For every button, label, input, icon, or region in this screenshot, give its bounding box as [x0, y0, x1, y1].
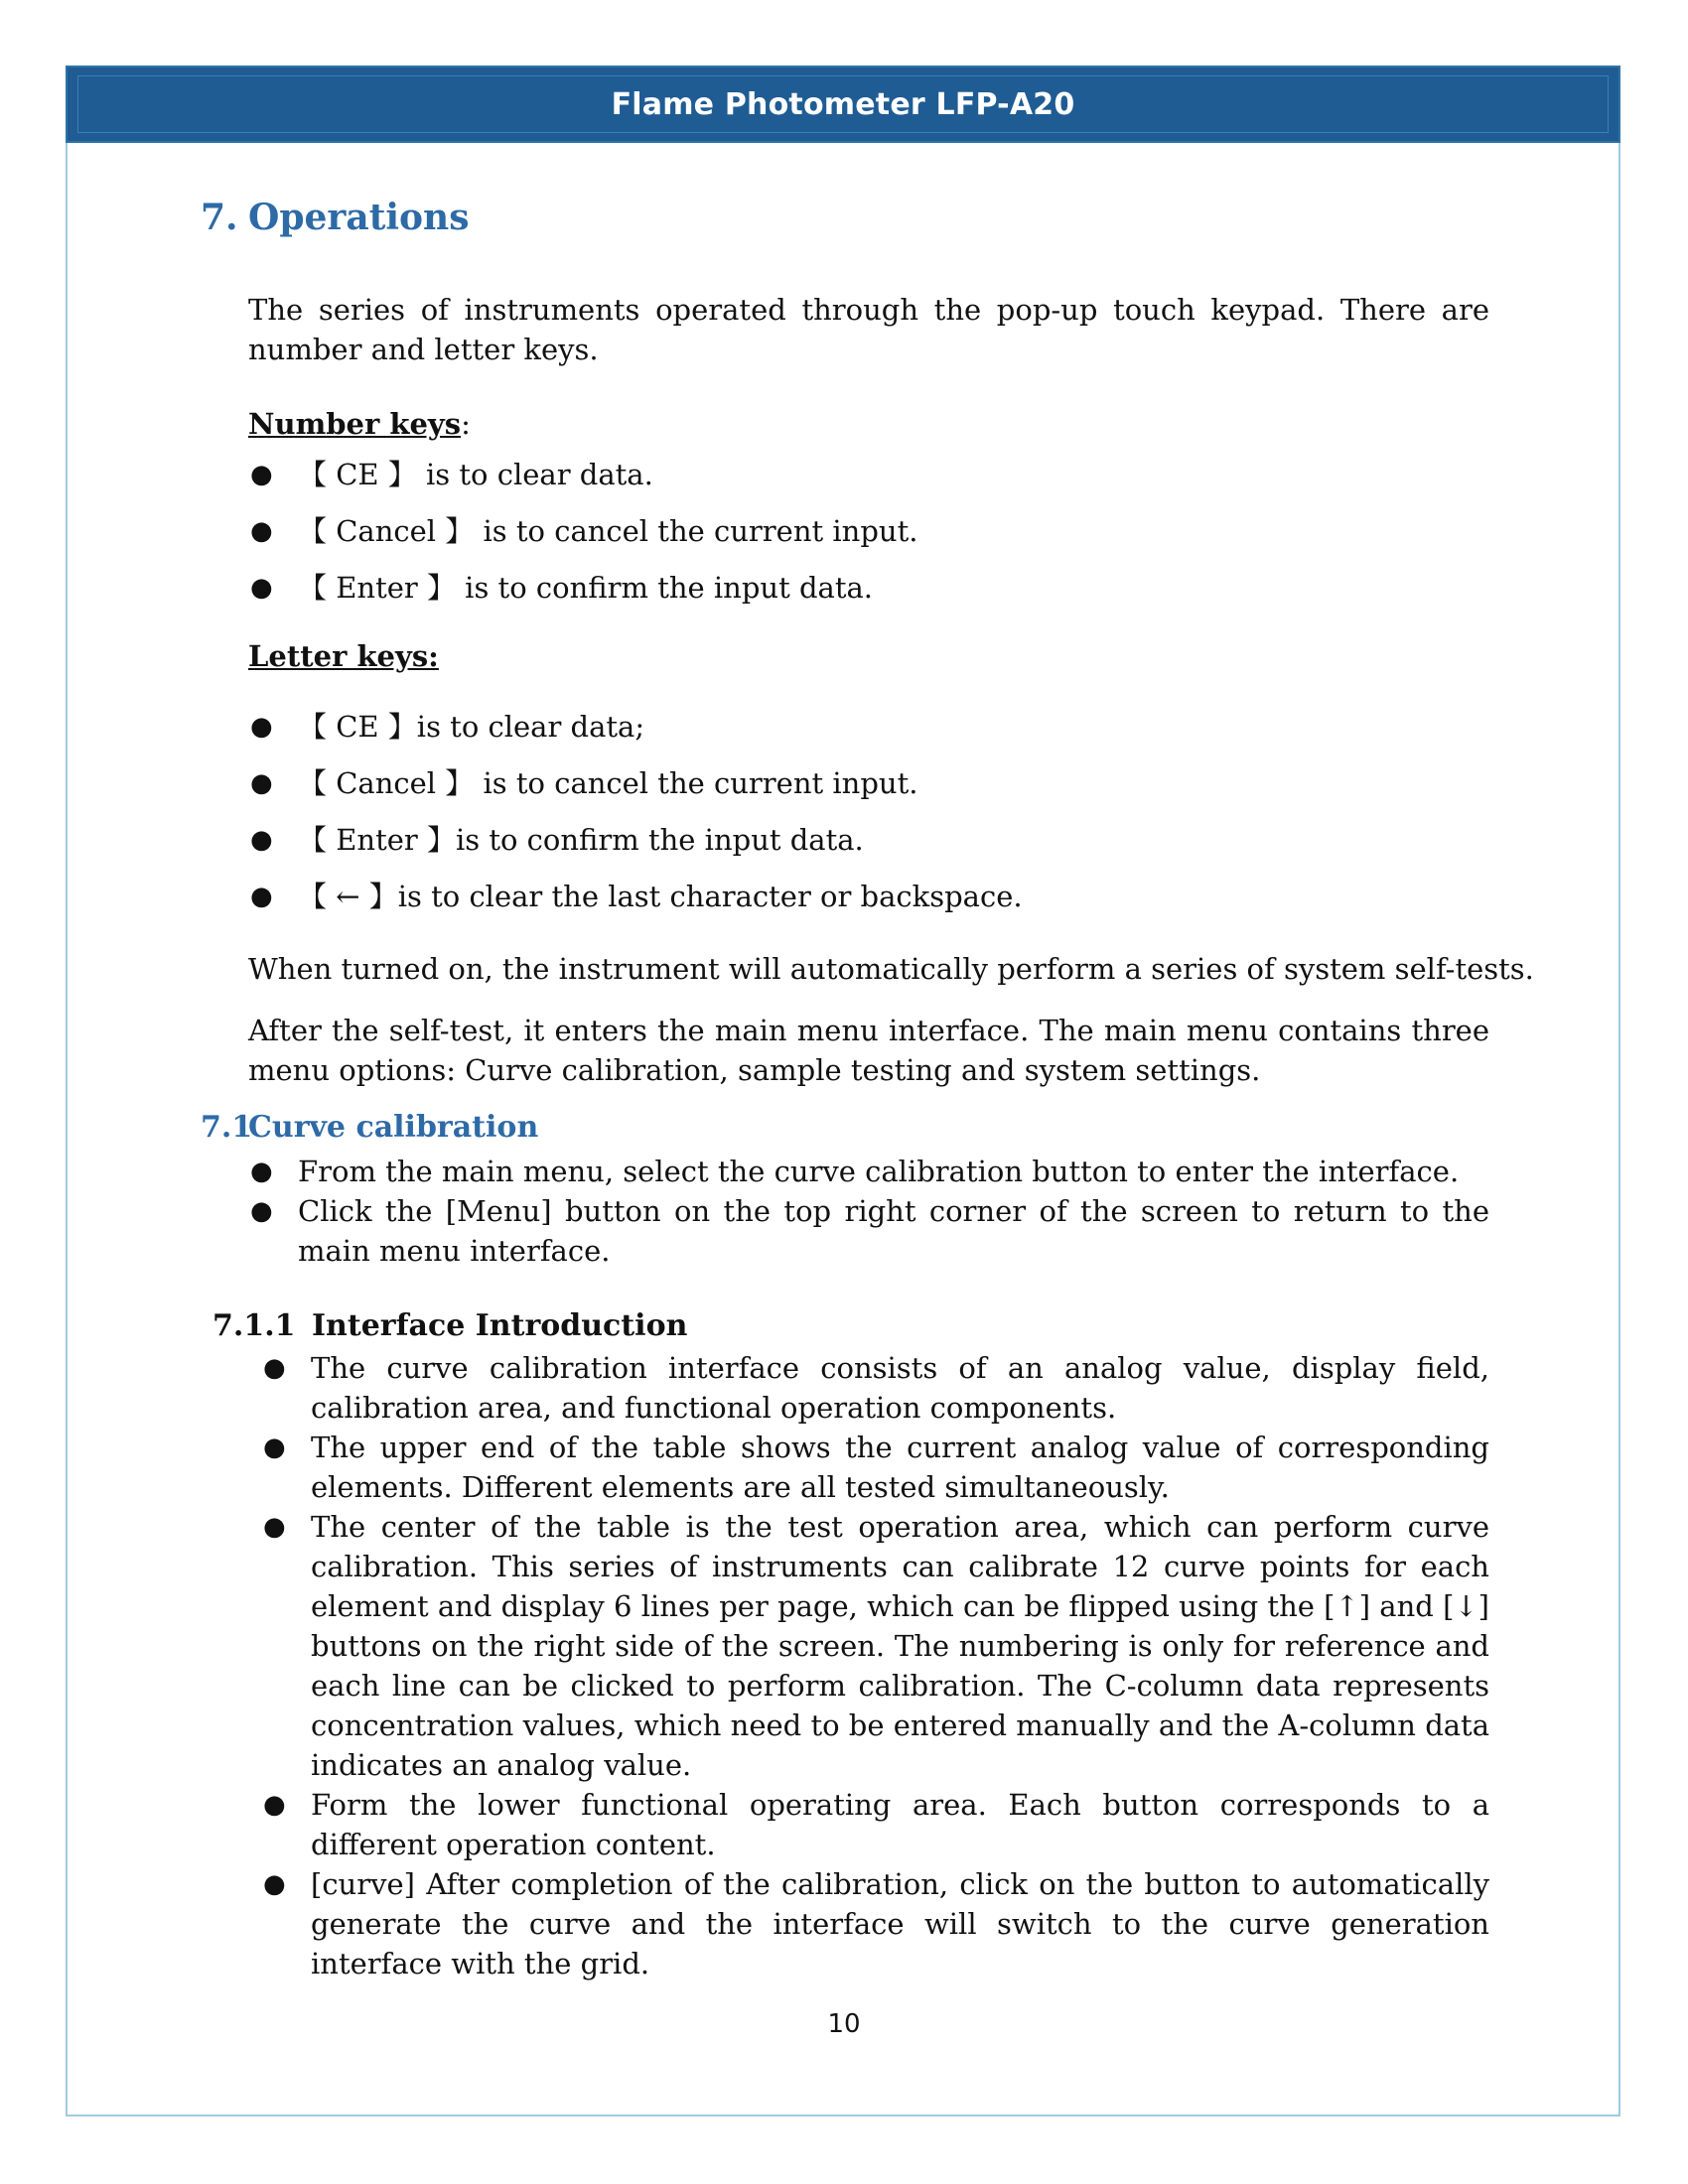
page-number: 10 — [827, 2009, 861, 2039]
list-item — [250, 1191, 1489, 1271]
section-7-1-1-number: 7.1.1 — [212, 1308, 296, 1343]
letter-key-cancel: 【 Cancel 】 is to cancel the current input. — [298, 766, 918, 800]
list-item — [263, 1428, 1489, 1507]
bullet-dot-icon: ● — [250, 712, 273, 742]
bullet-dot-icon: ● — [250, 460, 273, 489]
section-7-1-1-heading — [212, 1308, 687, 1343]
bullet-dot-icon: ● — [250, 1196, 273, 1226]
header-title: Flame Photometer LFP-A20 — [611, 86, 1075, 122]
section-7-1-heading — [201, 1110, 538, 1145]
number-keys-heading — [248, 407, 471, 441]
letter-key-backspace: 【 ← 】is to clear the last character or backspace. — [298, 880, 1023, 913]
letter-key-ce: 【 CE 】is to clear data; — [298, 710, 645, 744]
bullet-dot-icon: ● — [250, 1157, 273, 1186]
bullet-dot-icon: ● — [263, 1353, 286, 1383]
section-7-1-1-title: Interface Introduction — [312, 1308, 688, 1343]
list-item-text: Form the lower functional operating area. Each button corresponds to a different operation content. — [311, 1788, 1489, 1861]
letter-key-enter: 【 Enter 】is to confirm the input data. — [298, 823, 864, 857]
curve-calibration-list — [250, 1152, 1489, 1271]
list-item-text: The center of the table is the test operation area, which can perform curve calibration. This series of instruments can calibrate 12 curve points for each element and display 6 lines per page, which can be flipped using the [↑] and [↓] buttons on the right side of the screen. The numbering is only for reference and each line can be clicked to perform calibration. The C-column data represents concentration values, which need to be entered manually and the A-column data indicates an analog value. — [311, 1510, 1489, 1782]
number-key-enter: 【 Enter 】 is to confirm the input data. — [298, 571, 873, 605]
list-item — [263, 1785, 1489, 1864]
main-menu-paragraph: After the self-test, it enters the main menu interface. The main menu contains three menu options: Curve calibration, sample testing and system settings. — [248, 1014, 1489, 1087]
list-item-text: The upper end of the table shows the current analog value of corresponding elements. Different elements are all tested simultaneously. — [311, 1431, 1489, 1504]
list-item-text: From the main menu, select the curve calibration button to enter the interface. — [298, 1155, 1460, 1188]
bullet-dot-icon: ● — [263, 1869, 286, 1899]
bullet-dot-icon: ● — [250, 825, 273, 855]
intro-paragraph: The series of instruments operated through the pop-up touch keypad. There are number and letter keys. — [248, 293, 1489, 366]
section-7-number: 7. — [201, 197, 238, 238]
section-7-title: Operations — [248, 197, 470, 238]
bullet-dot-icon: ● — [250, 573, 273, 603]
bullet-dot-icon: ● — [250, 882, 273, 911]
number-keys-title: Number keys — [248, 407, 462, 441]
self-test-paragraph: When turned on, the instrument will automatically perform a series of system self-tests. — [248, 952, 1534, 986]
number-keys-colon: : — [461, 407, 471, 441]
number-key-cancel: 【 Cancel 】 is to cancel the current input. — [298, 514, 918, 548]
list-item-text: The curve calibration interface consists of an analog value, display field, calibration area, and functional operation components. — [311, 1351, 1489, 1425]
page-header — [66, 66, 1620, 143]
section-7-1-title: Curve calibration — [248, 1110, 539, 1145]
section-7-1-number: 7.1 — [201, 1110, 253, 1145]
number-key-ce: 【 CE 】 is to clear data. — [298, 458, 653, 491]
bullet-dot-icon: ● — [263, 1433, 286, 1462]
interface-introduction-list — [263, 1348, 1489, 1983]
bullet-dot-icon: ● — [250, 768, 273, 798]
bullet-dot-icon: ● — [250, 516, 273, 546]
list-item-text: [curve] After completion of the calibration, click on the button to automatically generate the curve and the interface will switch to the curve generation interface with the grid. — [311, 1867, 1489, 1980]
list-item — [250, 1152, 1489, 1191]
list-item — [263, 1348, 1489, 1428]
list-item-text: Click the [Menu] button on the top right corner of the screen to return to the main menu interface. — [298, 1194, 1489, 1268]
list-item — [263, 1507, 1489, 1785]
list-item — [263, 1864, 1489, 1983]
section-7-heading — [201, 197, 470, 238]
letter-keys-title: Letter keys: — [248, 639, 439, 673]
bullet-dot-icon: ● — [263, 1512, 286, 1542]
bullet-dot-icon: ● — [263, 1790, 286, 1820]
